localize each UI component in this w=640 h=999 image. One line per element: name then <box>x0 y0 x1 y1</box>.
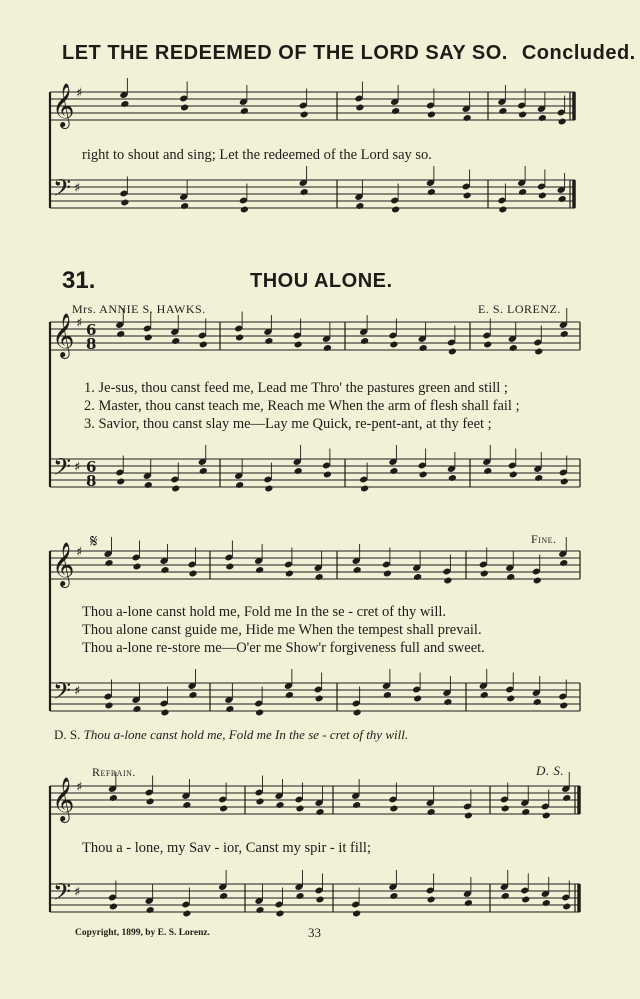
treble-clef: 𝄞 <box>52 542 75 586</box>
verse-line-1: 1. Je-sus, thou canst feed me, Lead me Thro' the pastures green and still ; <box>84 380 508 396</box>
note-head <box>559 702 568 710</box>
note-head <box>294 467 303 475</box>
note-head <box>498 107 507 115</box>
note-head <box>116 330 125 338</box>
note-head <box>255 906 264 914</box>
note-head <box>144 481 153 489</box>
note-head <box>542 812 551 820</box>
note-head <box>534 348 543 356</box>
note-head <box>255 566 264 574</box>
note-head <box>109 903 118 911</box>
note-head <box>562 794 571 802</box>
note-head <box>538 192 547 200</box>
note-head <box>506 695 515 703</box>
note-head <box>180 202 189 210</box>
note-head <box>427 111 436 119</box>
music-credit: E. S. LORENZ. <box>478 302 561 316</box>
note-head <box>509 471 518 479</box>
refrain-lyric: Thou a - lone, my Sav - ior, Canst my spir - it fill; <box>82 840 371 856</box>
note-head <box>533 698 542 706</box>
note-head <box>506 573 515 581</box>
note-head <box>182 910 191 918</box>
note-head <box>295 805 304 813</box>
time-signature-digit: 8 <box>86 335 97 353</box>
note-head <box>509 344 518 352</box>
treble-clef: 𝄞 <box>52 313 75 357</box>
note-head <box>463 192 472 200</box>
note-head <box>225 705 234 713</box>
page-number: 33 <box>308 925 321 940</box>
note-head <box>285 691 294 699</box>
note-head <box>464 812 473 820</box>
key-sharp: ♯ <box>74 181 81 196</box>
note-head <box>558 195 567 203</box>
time-signature-digit: 6 <box>86 458 97 476</box>
bass-clef: 𝄢 <box>53 174 72 207</box>
note-head <box>391 206 400 214</box>
note-head <box>427 896 436 904</box>
note-head <box>285 570 294 578</box>
note-head <box>560 330 569 338</box>
verse-line-3: 3. Savior, thou canst slay me—Lay me Quick, re-pent-ant, at thy feet ; <box>84 416 492 432</box>
note-head <box>483 341 492 349</box>
note-head <box>219 805 228 813</box>
note-head <box>353 709 362 717</box>
note-head <box>518 188 527 196</box>
refrain-label: Refrain. <box>92 765 136 779</box>
note-head <box>171 485 180 493</box>
note-head <box>360 337 369 345</box>
ds-text: Thou a-lone canst hold me, Fold me In the se - cret of thy will. <box>83 727 409 742</box>
note-head <box>300 188 309 196</box>
note-head <box>533 577 542 585</box>
note-head <box>383 570 392 578</box>
note-head <box>120 199 129 207</box>
note-head <box>464 899 473 907</box>
key-sharp: ♯ <box>76 86 83 101</box>
note-head <box>419 471 428 479</box>
note-head <box>323 344 332 352</box>
note-head <box>389 892 398 900</box>
note-head <box>160 709 169 717</box>
note-head <box>419 344 428 352</box>
ds-label: D. S. <box>54 727 81 742</box>
note-head <box>180 104 189 112</box>
note-head <box>235 481 244 489</box>
time-signature-digit: 6 <box>86 321 97 339</box>
note-head <box>264 337 273 345</box>
words-credit: Mrs. ANNIE S. HAWKS. <box>72 302 206 316</box>
note-head <box>240 107 249 115</box>
note-head <box>182 801 191 809</box>
note-head <box>443 577 452 585</box>
note-head <box>355 104 364 112</box>
note-head <box>389 805 398 813</box>
note-head <box>448 348 457 356</box>
note-head <box>255 709 264 717</box>
hymn-number: 31. <box>62 267 96 294</box>
key-sharp: ♯ <box>74 885 81 900</box>
note-head <box>294 341 303 349</box>
note-head <box>132 705 141 713</box>
note-head <box>275 801 284 809</box>
note-head <box>352 910 361 918</box>
note-head <box>255 798 264 806</box>
note-head <box>144 334 153 342</box>
note-head <box>521 896 530 904</box>
note-head <box>146 906 155 914</box>
note-head <box>562 903 571 911</box>
fine-marker: Fine. <box>531 532 557 546</box>
note-head <box>521 808 530 816</box>
note-head <box>188 691 197 699</box>
note-head <box>443 698 452 706</box>
note-head <box>389 467 398 475</box>
note-head <box>353 566 362 574</box>
note-head <box>225 563 234 571</box>
note-head <box>538 114 547 122</box>
key-sharp: ♯ <box>76 316 83 331</box>
bass-clef: 𝄢 <box>53 878 72 911</box>
treble-clef: 𝄞 <box>52 777 75 821</box>
note-head <box>560 478 569 486</box>
chorus-line-2: Thou alone canst guide me, Hide me When the tempest shall prevail. <box>82 622 482 638</box>
note-head <box>558 118 567 126</box>
copyright: Copyright, 1899, by E. S. Lorenz. <box>75 928 210 938</box>
key-sharp: ♯ <box>76 780 83 795</box>
bass-clef: 𝄢 <box>53 453 72 486</box>
chorus-line-1: Thou a-lone canst hold me, Fold me In the se - cret of thy will. <box>82 604 447 620</box>
note-head <box>427 188 436 196</box>
bass-clef: 𝄢 <box>53 677 72 710</box>
note-head <box>116 478 125 486</box>
note-head <box>132 563 141 571</box>
note-head <box>188 570 197 578</box>
note-head <box>413 695 422 703</box>
note-head <box>109 794 118 802</box>
note-head <box>146 798 155 806</box>
note-head <box>427 808 436 816</box>
note-head <box>498 206 507 214</box>
heading-title: LET THE REDEEMED OF THE LORD SAY SO. <box>62 42 508 64</box>
note-head <box>315 695 324 703</box>
note-head <box>559 559 568 567</box>
note-head <box>389 341 398 349</box>
note-head <box>483 467 492 475</box>
note-head <box>160 566 169 574</box>
refrain-ds: D. S. <box>536 763 565 778</box>
note-head <box>352 801 361 809</box>
note-head <box>480 570 489 578</box>
note-head <box>315 896 324 904</box>
segno-icon: 𝄋 <box>90 531 98 552</box>
note-head <box>315 808 324 816</box>
note-head <box>104 702 113 710</box>
key-sharp: ♯ <box>74 460 81 475</box>
note-head <box>355 202 364 210</box>
note-head <box>240 206 249 214</box>
note-head <box>542 899 551 907</box>
note-head <box>104 559 113 567</box>
chorus-line-3: Thou a-lone re-store me—O'er me Show'r forgiveness full and sweet. <box>82 640 485 656</box>
heading-concluded: Concluded. <box>521 42 636 64</box>
note-head <box>501 892 510 900</box>
note-head <box>534 474 543 482</box>
note-head <box>199 341 208 349</box>
note-head <box>264 485 273 493</box>
note-head <box>323 471 332 479</box>
note-head <box>275 910 284 918</box>
hymn-title: THOU ALONE. <box>250 270 393 292</box>
verse-line-2: 2. Master, thou canst teach me, Reach me When the arm of flesh shall fail ; <box>84 398 520 414</box>
note-head <box>463 114 472 122</box>
note-head <box>518 111 527 119</box>
note-head <box>480 691 489 699</box>
note-head <box>383 691 392 699</box>
note-head <box>413 573 422 581</box>
note-head <box>360 485 369 493</box>
note-head <box>219 892 228 900</box>
key-sharp: ♯ <box>74 684 81 699</box>
time-signature-digit: 8 <box>86 472 97 490</box>
treble-clef: 𝄞 <box>52 83 75 127</box>
note-head <box>448 474 457 482</box>
note-head <box>501 805 510 813</box>
note-head <box>315 573 324 581</box>
note-head <box>391 107 400 115</box>
note-head <box>171 337 180 345</box>
note-head <box>235 334 244 342</box>
note-head <box>199 467 208 475</box>
note-head <box>295 892 304 900</box>
note-head <box>300 111 309 119</box>
note-head <box>120 100 129 108</box>
key-sharp: ♯ <box>76 545 83 560</box>
top-lyric: right to shout and sing; Let the redeemed of the Lord say so. <box>82 147 432 163</box>
